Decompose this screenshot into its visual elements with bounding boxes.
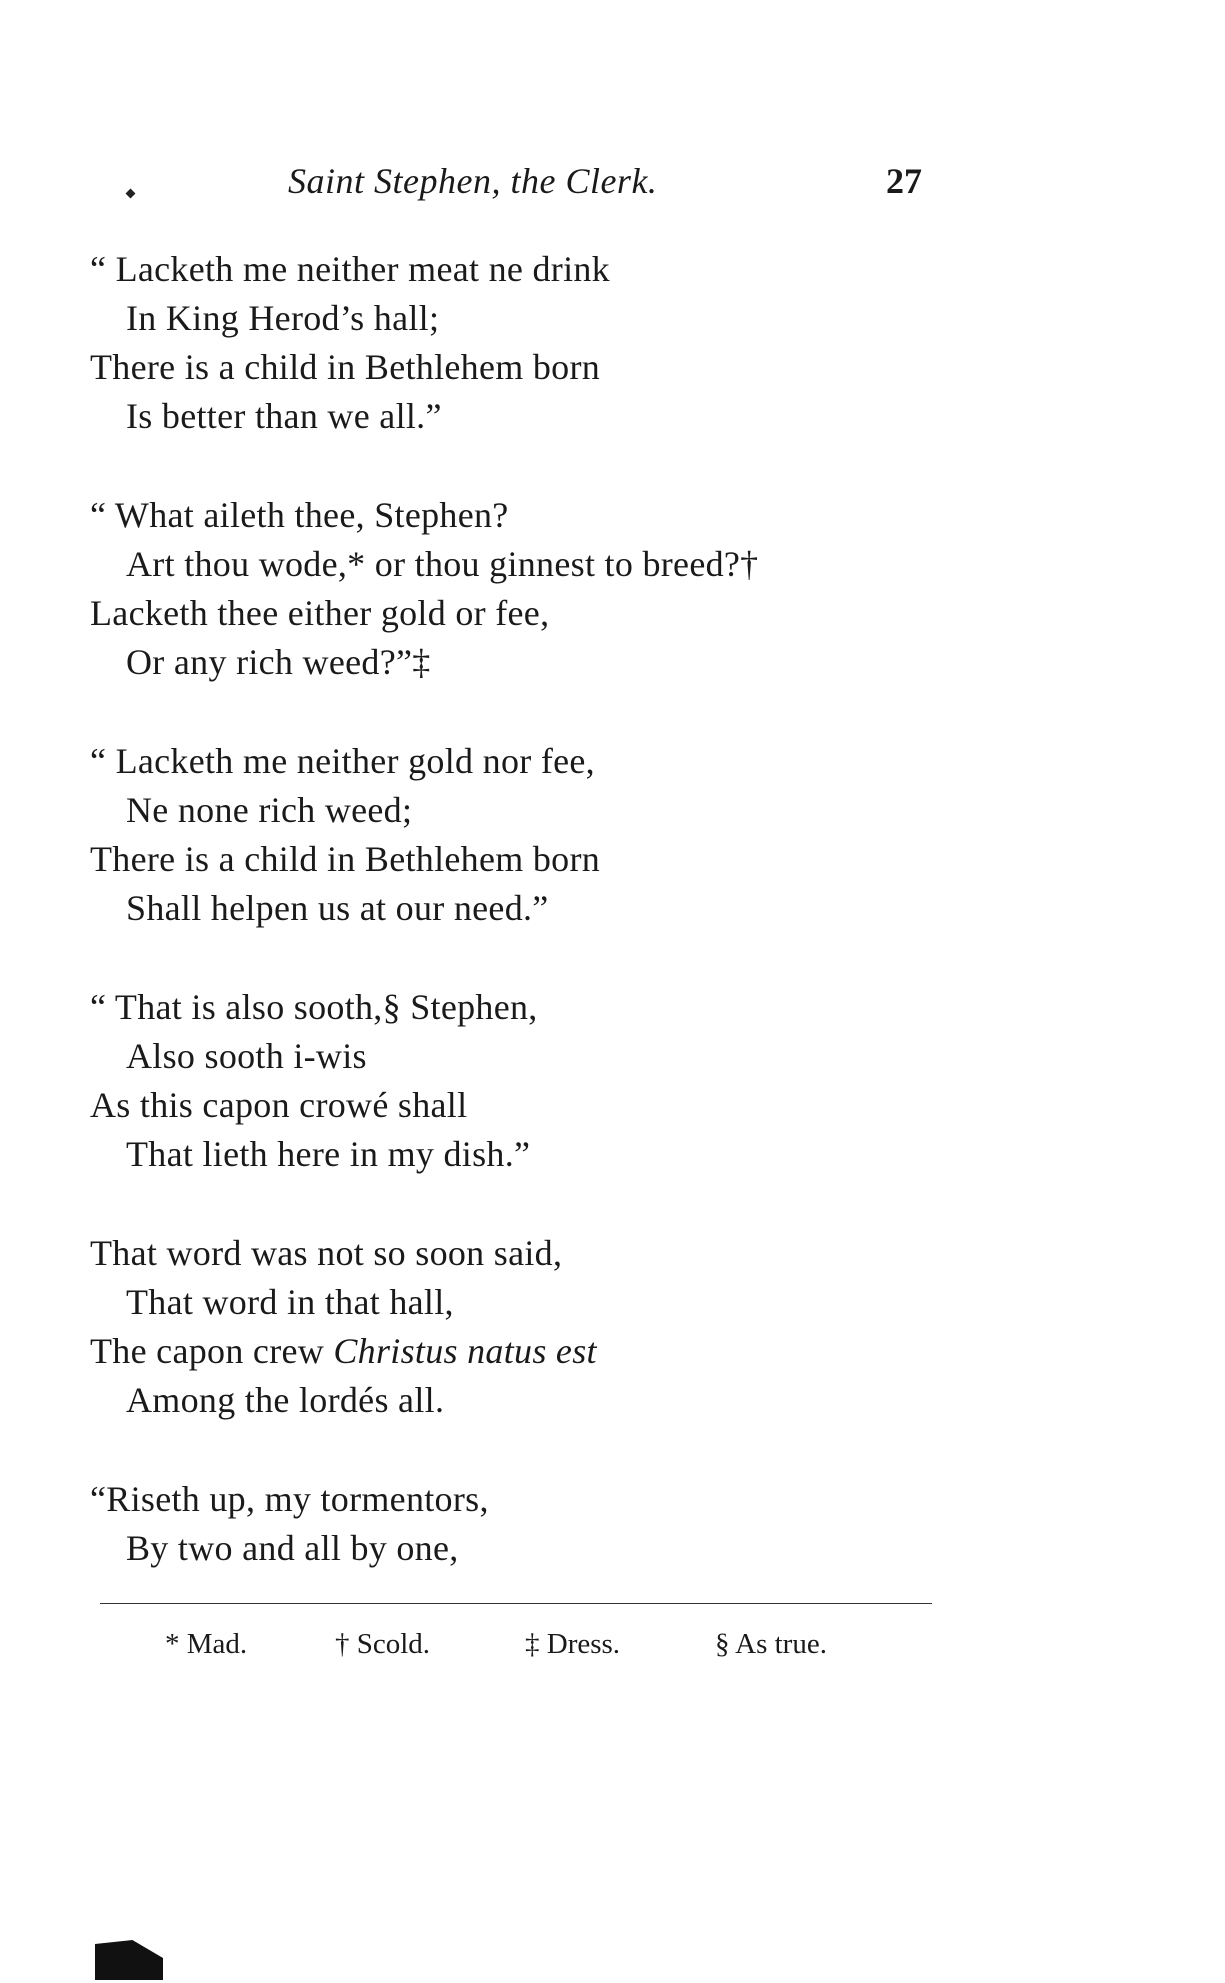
poem-line: There is a child in Bethlehem born [90, 839, 601, 879]
stanza [90, 245, 950, 441]
poem-line: The capon crew Christus natus est [90, 1331, 597, 1371]
poem-line: There is a child in Bethlehem born [90, 347, 601, 387]
poem-line: Ne none rich weed; [126, 790, 413, 830]
poem-line: Lacketh thee either gold or fee, [90, 593, 550, 633]
poem-line: By two and all by one, [126, 1528, 459, 1568]
footnote-mad: * Mad. [165, 1628, 248, 1660]
poem-line: That word was not so soon said, [90, 1233, 563, 1273]
stanza [90, 737, 950, 933]
poem-line: In King Herod’s hall; [126, 298, 440, 338]
poem-line: That lieth here in my dish.” [126, 1134, 531, 1174]
footnote-dress: ‡ Dress. [525, 1628, 621, 1660]
stanza [90, 1475, 950, 1573]
poem-line: “ That is also sooth,§ Stephen, [90, 987, 538, 1027]
poem-line: “Riseth up, my tormentors, [90, 1479, 489, 1519]
running-title: Saint Stephen, the Clerk. [288, 161, 658, 201]
poem-line: Also sooth i-wis [126, 1036, 367, 1076]
footnote-as-true: § As true. [715, 1628, 827, 1660]
scan-artifact [95, 1940, 163, 1980]
running-head [288, 160, 928, 210]
poem-line: Art thou wode,* or thou ginnest to breed?† [126, 544, 759, 584]
latin-phrase: Christus natus est [333, 1331, 597, 1371]
footnote-rule [100, 1603, 932, 1604]
print-mark [126, 189, 136, 199]
stanza [90, 1229, 950, 1425]
poem-line: Or any rich weed?”‡ [126, 642, 431, 682]
page-number: 27 [886, 161, 922, 201]
stanza [90, 491, 950, 687]
footnote-scold: † Scold. [335, 1628, 431, 1660]
poem-line: “ Lacketh me neither gold nor fee, [90, 741, 595, 781]
poem-line: “ Lacketh me neither meat ne drink [90, 249, 610, 289]
poem-line: Is better than we all.” [126, 396, 442, 436]
poem-line: That word in that hall, [126, 1282, 454, 1322]
poem-line: Shall helpen us at our need.” [126, 888, 549, 928]
poem-line: As this capon crowé shall [90, 1085, 468, 1125]
poem-body [90, 245, 950, 1623]
stanza [90, 983, 950, 1179]
footnotes [165, 1628, 925, 1668]
poem-line: “ What aileth thee, Stephen? [90, 495, 509, 535]
poem-line: Among the lordés all. [126, 1380, 445, 1420]
